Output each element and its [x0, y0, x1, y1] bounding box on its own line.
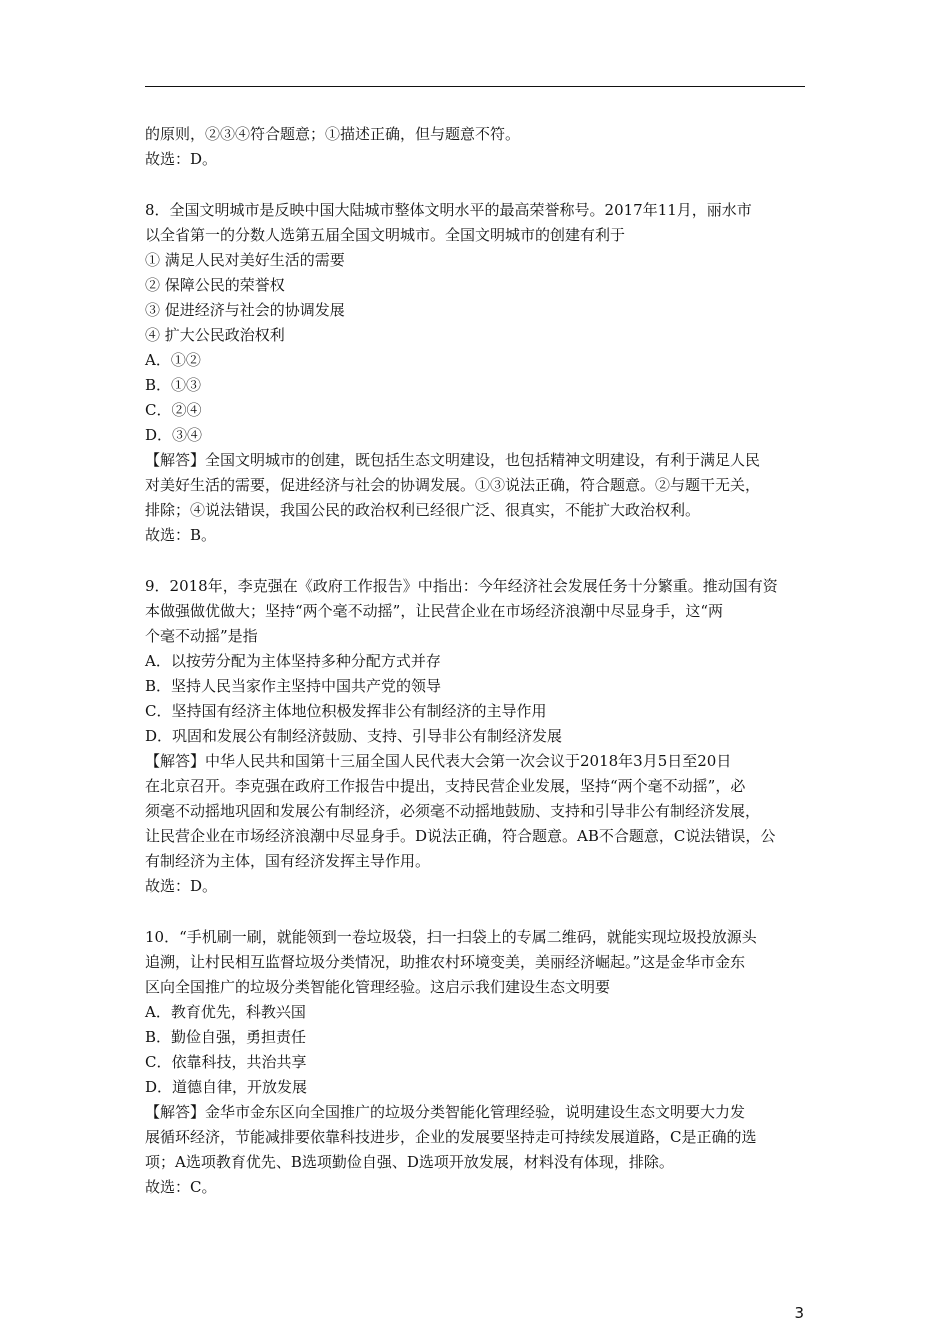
q8-answer: 故选：B。 — [145, 526, 217, 544]
q8-statement: ③ 促进经济与社会的协调发展 — [145, 301, 345, 319]
q9-option-d: D．巩固和发展公有制经济鼓励、支持、引导非公有制经济发展 — [145, 727, 563, 745]
question-8 — [145, 198, 815, 548]
carryover-answer: 故选：D。 — [145, 150, 218, 168]
q8-statement: ① 满足人民对美好生活的需要 — [145, 251, 345, 269]
q8-explanation-line: 排除；④说法错误，我国公民的政治权利已经很广泛、很真实，不能扩大政治权利。 — [145, 501, 701, 519]
q10-explanation-line: 展循环经济，节能减排要依靠科技进步，企业的发展要坚持走可持续发展道路，C是正确的选 — [145, 1128, 757, 1146]
q8-explanation-line: 对美好生活的需要，促进经济与社会的协调发展。①③说法正确，符合题意。②与题干无关， — [145, 476, 761, 494]
q10-option-a: A．教育优先，科教兴国 — [145, 1003, 306, 1021]
q8-stem-line: 8．全国文明城市是反映中国大陆城市整体文明水平的最高荣誉称号。2017年11月，丽水市 — [145, 201, 752, 219]
q9-option-b: B．坚持人民当家作主坚持中国共产党的领导 — [145, 677, 442, 695]
question-9 — [145, 574, 815, 899]
q10-stem-line: 区向全国推广的垃圾分类智能化管理经验。这启示我们建设生态文明要 — [145, 978, 611, 996]
q10-stem-line: 追溯，让村民相互监督垃圾分类情况，助推农村环境变美，美丽经济崛起。”这是金华市金东 — [145, 953, 746, 971]
q10-stem-line: 10．“手机刷一刷，就能领到一卷垃圾袋，扫一扫袋上的专属二维码，就能实现垃圾投放源头 — [145, 928, 757, 946]
q8-statement: ④ 扩大公民政治权利 — [145, 326, 285, 344]
page-number: 3 — [794, 1304, 804, 1322]
q9-explanation-line: 在北京召开。李克强在政府工作报告中提出，支持民营企业发展，坚持“两个毫不动摇”，必 — [145, 777, 746, 795]
q10-option-d: D．道德自律，开放发展 — [145, 1078, 308, 1096]
q10-explanation-line: 项；A选项教育优先、B选项勤俭自强、D选项开放发展，材料没有体现，排除。 — [145, 1153, 674, 1171]
q9-option-a: A．以按劳分配为主体坚持多种分配方式并存 — [145, 652, 441, 670]
q9-answer: 故选：D。 — [145, 877, 218, 895]
q8-option-a: A．①② — [145, 351, 201, 369]
carryover-line: 的原则，②③④符合题意；①描述正确，但与题意不符。 — [145, 125, 521, 143]
q8-statement: ② 保障公民的荣誉权 — [145, 276, 285, 294]
q9-option-c: C．坚持国有经济主体地位积极发挥非公有制经济的主导作用 — [145, 702, 547, 720]
q9-explanation-line: 有制经济为主体，国有经济发挥主导作用。 — [145, 852, 431, 870]
q9-stem-line: 本做强做优做大；坚持“两个毫不动摇”，让民营企业在市场经济浪潮中尽显身手，这“两 — [145, 602, 724, 620]
q9-stem-line: 9．2018年，李克强在《政府工作报告》中指出：今年经济社会发展任务十分繁重。推动国有资 — [145, 577, 778, 595]
q10-explanation-line: 【解答】金华市金东区向全国推广的垃圾分类智能化管理经验，说明建设生态文明要大力发 — [145, 1103, 746, 1121]
q10-option-c: C．依靠科技，共治共享 — [145, 1053, 307, 1071]
question-10 — [145, 925, 815, 1200]
carryover-block — [145, 122, 815, 172]
q9-explanation-line: 须毫不动摇地巩固和发展公有制经济，必须毫不动摇地鼓励、支持和引导非公有制经济发展， — [145, 802, 761, 820]
q8-option-c: C．②④ — [145, 401, 202, 419]
q9-explanation-line: 【解答】中华人民共和国第十三届全国人民代表大会第一次会议于2018年3月5日至20日 — [145, 752, 732, 770]
q9-explanation-line: 让民营企业在市场经济浪潮中尽显身手。D说法正确，符合题意。AB不合题意，C说法错误，公 — [145, 827, 776, 845]
q8-option-d: D．③④ — [145, 426, 203, 444]
page-body — [145, 122, 815, 1200]
q8-explanation-line: 【解答】全国文明城市的创建，既包括生态文明建设，也包括精神文明建设，有利于满足人民 — [145, 451, 761, 469]
q8-option-b: B．①③ — [145, 376, 202, 394]
q8-stem-line: 以全省第一的分数人选第五届全国文明城市。全国文明城市的创建有利于 — [145, 226, 626, 244]
q9-stem-line: 个毫不动摇”是指 — [145, 627, 258, 645]
q10-answer: 故选：C。 — [145, 1178, 217, 1196]
q10-option-b: B．勤俭自强，勇担责任 — [145, 1028, 307, 1046]
header-rule — [145, 86, 805, 87]
